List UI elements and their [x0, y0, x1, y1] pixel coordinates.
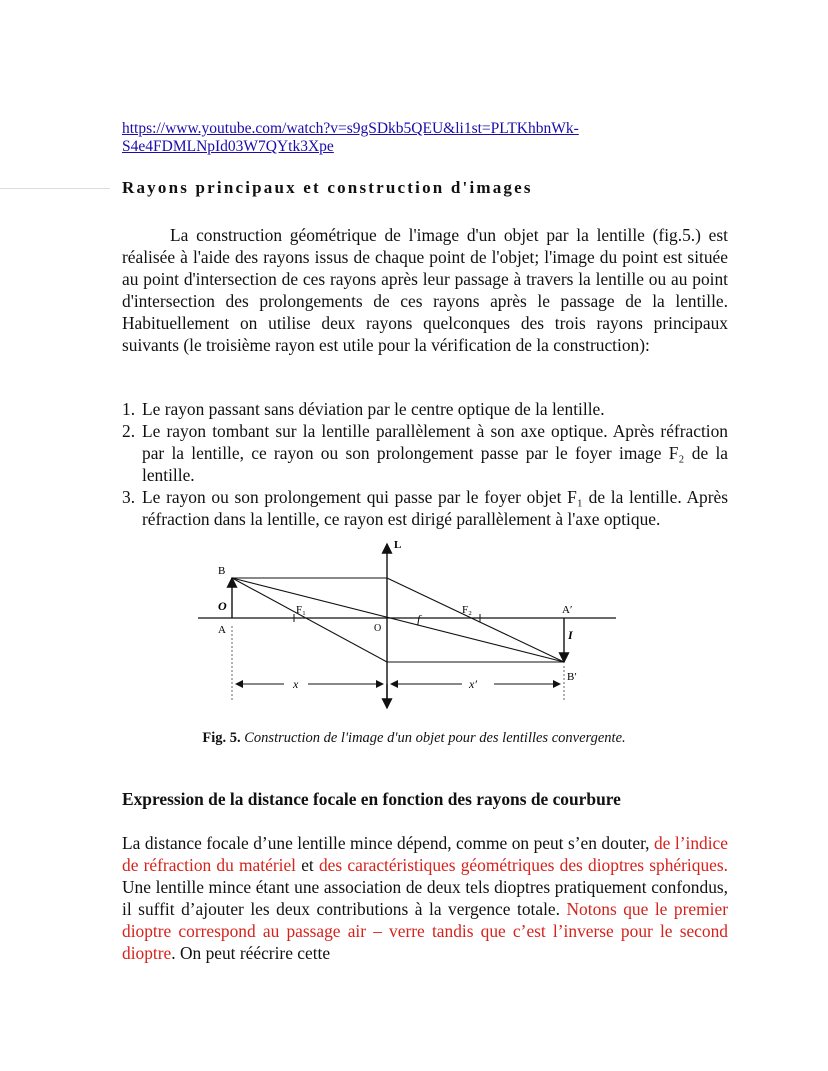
list-item: [122, 420, 728, 486]
caption-number: Fig. 5.: [202, 730, 241, 746]
list-text: Le rayon passant sans déviation par le centre optique de la lentille.: [142, 399, 605, 419]
highlight-segment: Notons que le premier dioptre correspond au passage air – verre tandis que c’est l’inverse pour le second dioptre: [122, 899, 728, 963]
label-B: B: [218, 565, 226, 577]
focal-paragraph: [122, 832, 728, 964]
text-segment: Une lentille mince étant une association de deux tels dioptres pratiquement confondus, il suffit d’ajouter les deux contributions à la vergence totale.: [122, 877, 728, 919]
label-I: I: [568, 628, 573, 642]
figure-caption: [0, 730, 828, 747]
label-x: x: [293, 677, 299, 691]
section-heading-focal-distance: Expression de la distance focale en fonction des rayons de courbure: [122, 789, 621, 809]
ray-through-f2: [387, 578, 564, 662]
ray-through-center: [232, 578, 564, 662]
list-item: [122, 486, 728, 530]
label-F1: F₁: [296, 604, 306, 616]
label-f: f: [417, 612, 421, 626]
highlight-segment: des caractéristiques géométriques des dioptres sphériques.: [318, 855, 728, 875]
list-number: 3.: [122, 487, 136, 507]
label-x-prime: x′: [469, 677, 477, 691]
youtube-link-line2[interactable]: S4e4FDMLNpId03W7QYtk3Xpe: [122, 138, 334, 155]
caption-text: Construction de l'image d'un objet pour des lentilles convergente.: [244, 730, 626, 746]
list-item: [122, 398, 728, 420]
label-A-prime: A′: [562, 604, 573, 616]
ray-through-f1: [232, 578, 387, 662]
label-F2: F₂: [462, 604, 472, 616]
principal-rays-list: [122, 398, 728, 530]
label-L: L: [394, 539, 402, 551]
label-object-O: O: [218, 599, 227, 613]
list-text: Le rayon ou son prolongement qui passe par le foyer objet F₁ de la lentille. Après réfraction dans la lentille, ce rayon est dirigé parallèlement à l'axe optique.: [142, 487, 728, 529]
text-segment: et: [296, 855, 319, 875]
youtube-link-line1[interactable]: https://www.youtube.com/watch?v=s9gSDkb5QEU&li1st=PLTKhbnWk-: [122, 120, 579, 137]
section-heading-principal-rays: Rayons principaux et construction d'images: [122, 178, 533, 197]
text-segment: La distance focale d’une lentille mince dépend, comme on peut s’en douter,: [122, 833, 654, 853]
list-number: 1.: [122, 399, 136, 419]
label-A: A: [218, 624, 226, 636]
margin-rule: [0, 188, 110, 189]
highlight-segment: de l’indice de réfraction du matériel: [122, 833, 728, 875]
list-text: Le rayon tombant sur la lentille parallèlement à son axe optique. Après réfraction par la lentille, ce rayon ou son prolongement passe par le foyer image F₂ de la lentille.: [142, 421, 728, 485]
intro-paragraph: La construction géométrique de l'image d'un objet par la lentille (fig.5.) est réalisée à l'aide des rayons issus de chaque point de l'objet; l'image du point est située au point d'intersection de ces rayons après leur passage à travers la lentille ou au point d'intersection des prolongements de ces rayons après le passage de la lentille. Habituellement on utilise deux rayons quelconques des trois rayons principaux suivants (le troisième rayon est utile pour la vérification de la construction):: [122, 225, 728, 355]
lens-construction-diagram: [196, 534, 616, 714]
label-center-O: O: [374, 623, 382, 634]
text-segment: . On peut réécrire cette: [171, 943, 331, 963]
label-B-prime: B′: [567, 671, 577, 683]
list-number: 2.: [122, 421, 136, 441]
youtube-link[interactable]: [122, 120, 642, 156]
